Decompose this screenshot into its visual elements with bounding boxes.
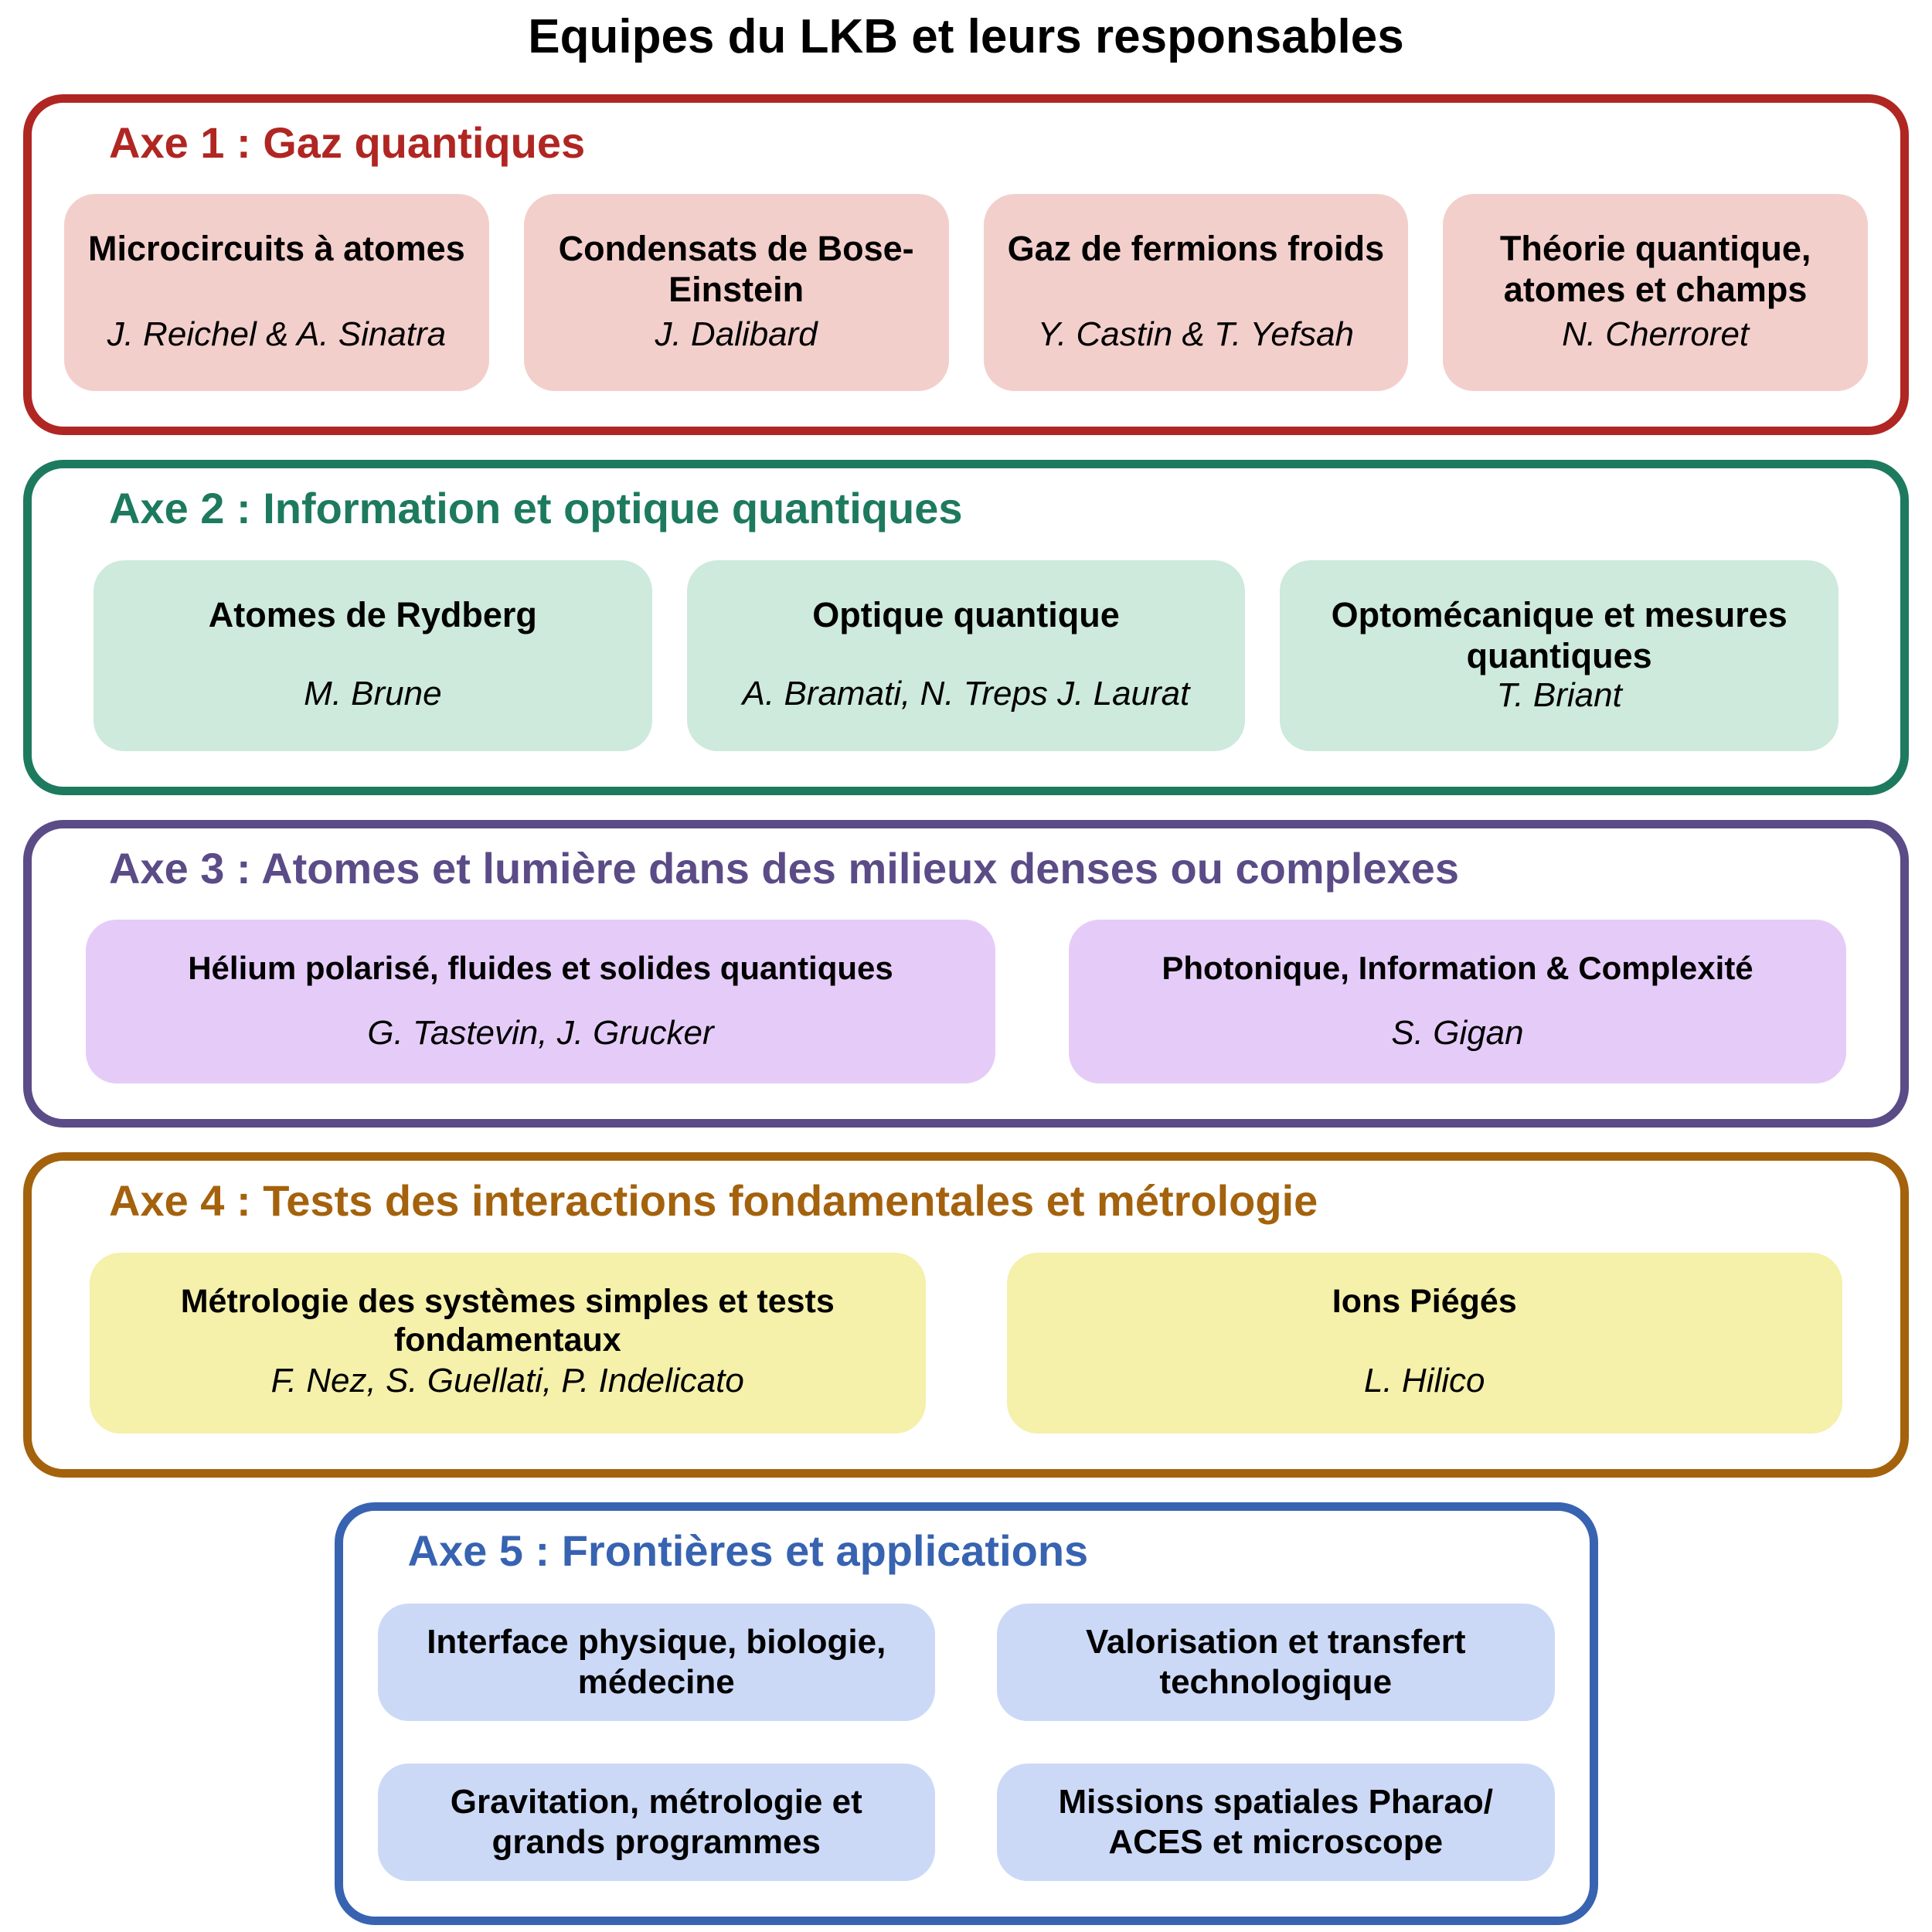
team-card [997,1764,1555,1881]
team-card [997,1604,1555,1721]
team-name: Interface physique, biologie, médecine [427,1623,886,1701]
team-card [90,1253,926,1434]
team-name: Ions Piégés [1332,1282,1517,1320]
axe-3-teams [32,893,1900,1119]
team-name: Microcircuits à atomes [88,229,465,269]
team-card [524,194,949,391]
team-leads: M. Brune [304,675,442,713]
team-leads: T. Briant [1496,675,1622,714]
team-name: Valorisation et transfert technologique [1086,1623,1466,1701]
team-name: Gaz de fermions froids [1007,229,1385,269]
team-card [1007,1253,1843,1434]
team-card [86,920,995,1083]
team-leads: Y. Castin & T. Yefsah [1037,315,1355,353]
team-leads: J. Reichel & A. Sinatra [107,315,447,353]
axe-5-teams [343,1576,1590,1917]
team-leads: S. Gigan [1391,1013,1524,1052]
axe-1-teams [32,168,1900,427]
team-card [64,194,489,391]
axe-5-section [335,1502,1598,1925]
team-card [1280,560,1838,751]
axe-2-section [23,460,1909,794]
team-name: Optique quantique [812,594,1120,634]
team-card [378,1764,936,1881]
team-name: Optomécanique et mesures quantiques [1331,594,1787,675]
team-leads: J. Dalibard [655,315,818,353]
team-card [687,560,1246,751]
axe-2-heading: Axe 2 : Information et optique quantiques [109,484,963,533]
team-card [1443,194,1868,391]
team-name: Missions spatiales Pharao/ ACES et microscope [1058,1783,1493,1861]
team-card [984,194,1409,391]
axe-1-heading: Axe 1 : Gaz quantiques [109,118,586,167]
axe-4-heading: Axe 4 : Tests des interactions fondamentales et métrologie [109,1176,1318,1226]
axe-4-teams [32,1226,1900,1469]
team-card [378,1604,936,1721]
team-name: Atomes de Rydberg [208,594,537,634]
team-leads: A. Bramati, N. Treps J. Laurat [742,675,1190,713]
team-name: Photonique, Information & Complexité [1162,950,1753,987]
axe-3-section [23,820,1909,1128]
team-card [1069,920,1846,1083]
axe-4-section [23,1152,1909,1477]
team-leads: L. Hilico [1364,1361,1485,1400]
team-name: Condensats de Bose-Einstein [558,229,914,310]
axe-5-heading: Axe 5 : Frontières et applications [407,1526,1089,1575]
axe-2-teams [32,534,1900,787]
axe-1-section [23,94,1909,435]
team-leads: G. Tastevin, J. Grucker [367,1013,714,1052]
team-name: Gravitation, métrologie et grands programmes [450,1783,862,1861]
team-name: Hélium polarisé, fluides et solides quantiques [188,950,893,987]
team-name: Théorie quantique, atomes et champs [1499,229,1811,310]
team-card [94,560,652,751]
page-title: Equipes du LKB et leurs responsables [528,10,1404,63]
team-name: Métrologie des systèmes simples et tests fondamentaux [180,1282,835,1359]
team-leads: F. Nez, S. Guellati, P. Indelicato [270,1361,744,1400]
team-leads: N. Cherroret [1562,315,1750,353]
axe-3-heading: Axe 3 : Atomes et lumière dans des milieux denses ou complexes [109,843,1460,893]
